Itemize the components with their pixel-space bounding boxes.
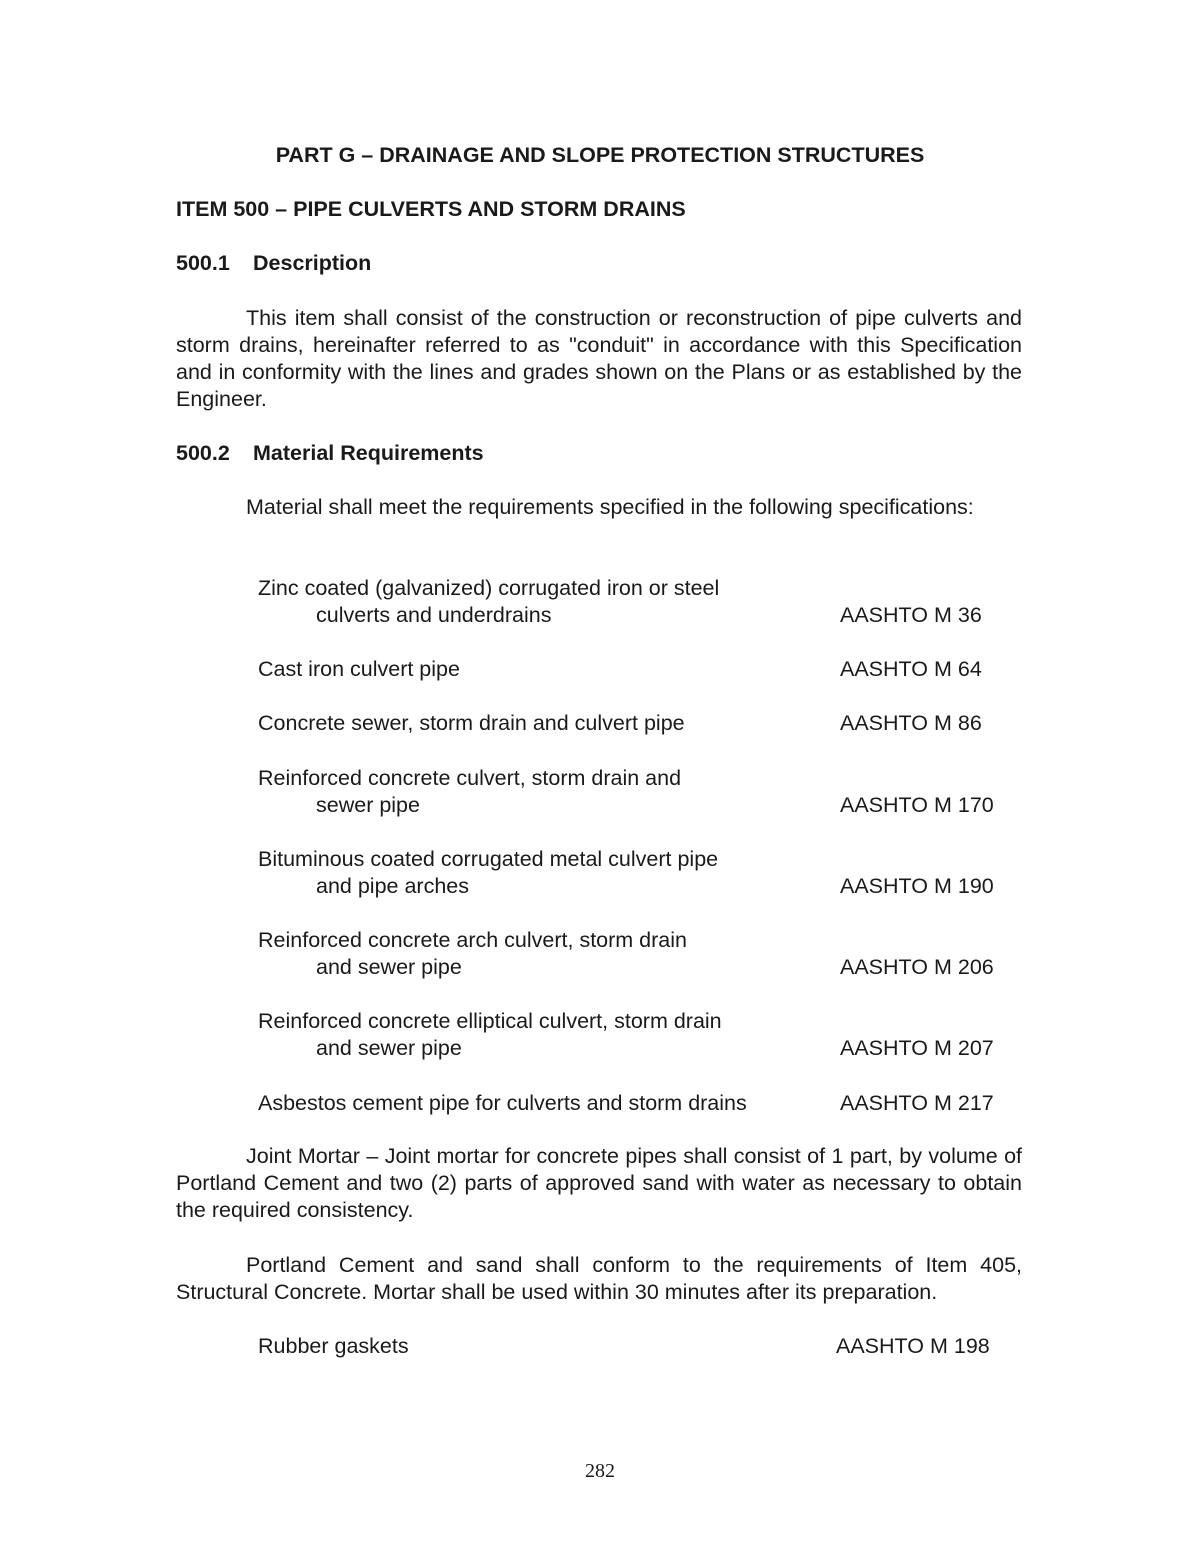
list-item (258, 846, 718, 900)
section-number-description: 500.1 (176, 251, 230, 275)
list-item (258, 765, 681, 819)
page-number: 282 (585, 1460, 615, 1482)
material-name: Concrete sewer, storm drain and culvert pipe (258, 711, 685, 735)
material-name: Cast iron culvert pipe (258, 657, 460, 681)
material-name: Bituminous coated corrugated metal culvert pipe (258, 847, 719, 871)
section-title-description: Description (253, 251, 372, 275)
description-paragraph: This item shall consist of the construction or reconstruction of pipe culverts and storm drains, hereinafter referred to as "conduit" in accordance with this Specification and in conformity with the lines and grades shown on the Plans or as established by the Engineer. (176, 306, 1022, 411)
section-title-materials: Material Requirements (253, 441, 484, 465)
section-number-materials: 500.2 (176, 441, 230, 465)
portland-cement-paragraph: Portland Cement and sand shall conform to the requirements of Item 405, Structural Concrete. Mortar shall be used within 30 minutes after its preparation. (176, 1253, 1022, 1304)
joint-mortar-paragraph: Joint Mortar – Joint mortar for concrete pipes shall consist of 1 part, by volume of Portland Cement and two (2) parts of approved sand with water as necessary to obtain the required consistency. (176, 1144, 1022, 1222)
material-standard: AASHTO M 207 (840, 1036, 994, 1060)
material-name: Zinc coated (galvanized) corrugated iron or steel (258, 576, 720, 600)
material-name-continued: and sewer pipe (316, 1036, 462, 1060)
list-item (258, 1008, 722, 1062)
material-name: Reinforced concrete culvert, storm drain and (258, 766, 682, 790)
rubber-gaskets-name: Rubber gaskets (258, 1334, 409, 1358)
material-standard: AASHTO M 206 (840, 955, 994, 979)
material-standard: AASHTO M 170 (840, 793, 994, 817)
material-name-continued: and sewer pipe (316, 955, 462, 979)
list-item (258, 927, 687, 981)
material-name-continued: culverts and underdrains (316, 603, 552, 627)
rubber-gaskets-standard: AASHTO M 198 (836, 1334, 990, 1358)
material-standard: AASHTO M 36 (840, 603, 982, 627)
list-item (258, 575, 719, 629)
material-standard: AASHTO M 190 (840, 874, 994, 898)
list-item (258, 710, 685, 737)
material-name-continued: sewer pipe (316, 793, 420, 817)
material-name: Reinforced concrete arch culvert, storm drain (258, 928, 687, 952)
list-item (258, 656, 460, 683)
material-standard: AASHTO M 64 (840, 657, 982, 681)
material-standard: AASHTO M 86 (840, 711, 982, 735)
material-standard: AASHTO M 217 (840, 1091, 994, 1115)
materials-intro-paragraph: Material shall meet the requirements specified in the following specifications: (246, 495, 974, 519)
material-name-continued: and pipe arches (316, 874, 469, 898)
material-name: Reinforced concrete elliptical culvert, storm drain (258, 1009, 722, 1033)
part-heading: PART G – DRAINAGE AND SLOPE PROTECTION STRUCTURES (275, 143, 925, 167)
material-name: Asbestos cement pipe for culverts and storm drains (258, 1091, 747, 1115)
item-heading: ITEM 500 – PIPE CULVERTS AND STORM DRAINS (176, 197, 686, 221)
list-item (258, 1090, 747, 1117)
